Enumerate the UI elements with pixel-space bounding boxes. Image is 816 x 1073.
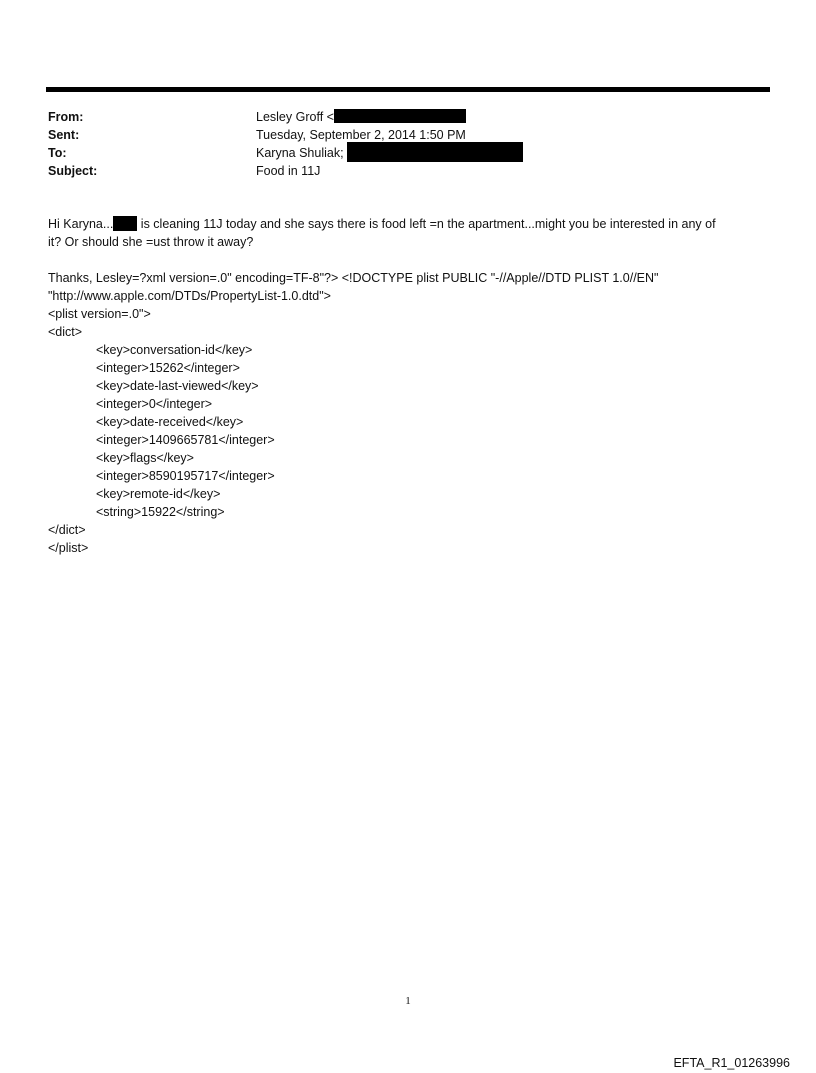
body-line: it? Or should she =ust throw it away? <box>48 235 254 249</box>
from-value <box>256 108 466 126</box>
plist-entry: <integer>1409665781</integer> <box>96 433 275 447</box>
sent-value: Tuesday, September 2, 2014 1:50 PM <box>256 128 466 142</box>
subject-label: Subject: <box>48 164 98 178</box>
from-name: Lesley Groff < <box>256 110 334 124</box>
plist-open: <plist version=.0"> <box>48 307 151 321</box>
plist-entry: <key>date-last-viewed</key> <box>96 379 259 393</box>
from-label: From: <box>48 110 84 124</box>
plist-entry: <string>15922</string> <box>96 505 225 519</box>
to-value <box>256 144 523 162</box>
plist-entry: <integer>0</integer> <box>96 397 213 411</box>
sent-label: Sent: <box>48 128 80 142</box>
plist-entry: <key>flags</key> <box>96 451 194 465</box>
to-name: Karyna Shuliak; <box>256 146 344 160</box>
email-body <box>48 215 773 557</box>
dict-open: <dict> <box>48 325 83 339</box>
plist-entry: <key>date-received</key> <box>96 415 244 429</box>
body-text-segment: Hi Karyna... <box>48 217 114 231</box>
plist-entry: <integer>15262</integer> <box>96 361 240 375</box>
body-line: "http://www.apple.com/DTDs/PropertyList-1.0.dtd"> <box>48 289 331 303</box>
plist-close: </plist> <box>48 541 89 555</box>
subject-value: Food in 11J <box>256 164 321 178</box>
top-rule <box>46 87 770 92</box>
body-line <box>48 215 773 233</box>
plist-entry: <key>remote-id</key> <box>96 487 221 501</box>
body-text-segment: is cleaning 11J today and she says there is food left =n the apartment...might you be interested in any of <box>137 217 716 231</box>
plist-entry: <key>conversation-id</key> <box>96 343 253 357</box>
dict-close: </dict> <box>48 523 86 537</box>
plist-entry: <integer>8590195717</integer> <box>96 469 275 483</box>
redaction-box <box>113 216 137 231</box>
body-line: Thanks, Lesley=?xml version=.0" encoding=TF-8"?> <!DOCTYPE plist PUBLIC "-//Apple//DTD PLIST 1.0//EN" <box>48 271 659 285</box>
bates-number: EFTA_R1_01263996 <box>673 1056 790 1070</box>
redaction-box <box>347 142 523 162</box>
to-label: To: <box>48 146 67 160</box>
redaction-box <box>334 109 466 123</box>
page-number: 1 <box>405 995 411 1007</box>
